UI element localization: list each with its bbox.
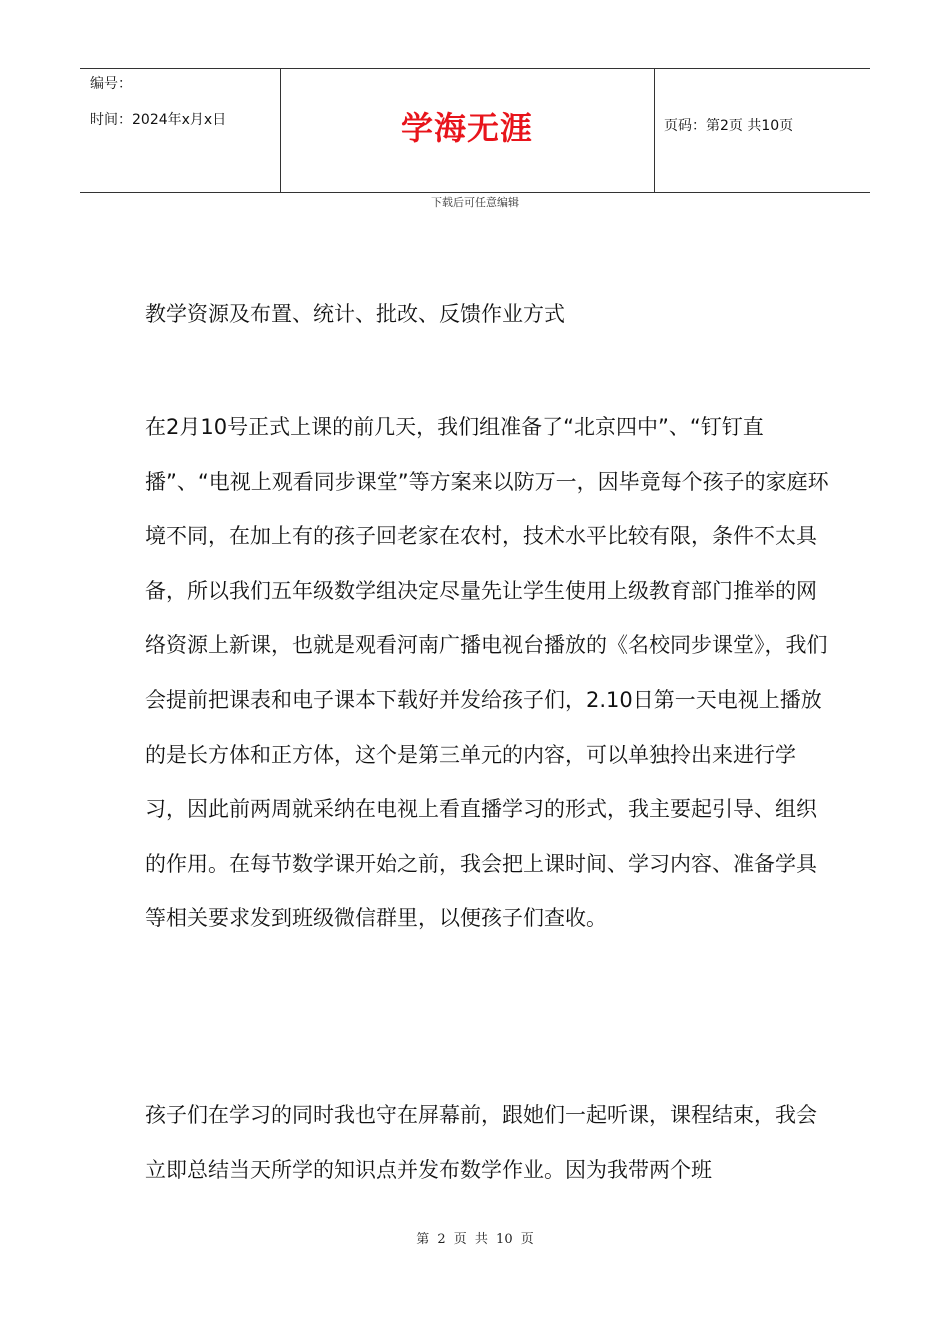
document-title: 教学资源及布置、统计、批改、反馈作业方式 <box>145 302 565 326</box>
page-footer: 第 2 页 共 10 页 <box>416 1232 534 1247</box>
brand-title: 学海无涯 <box>400 109 533 147</box>
paragraph: 在2月10号正式上课的前几天，我们组准备了“北京四中”、“钉钉直播”、“电视上观看同步课堂”等方案来以防万一，因毕竟每个孩子的家庭环境不同，在加上有的孩子回老家在农村，技术水平比较有限，条件不太具备，所以我们五年级数学组决定尽量先让学生使用上级教育部门推举的网络资源上新课，也就是观看河南广播电视台播放的《名校同步课堂》，我们会提前把课表和电子课本下载好并发给孩子们，2.10日第一天电视上播放的是长方体和正方体，这个是第三单元的内容，可以单独拎出来进行学习，因此前两周就采纳在电视上看直播学习的形式，我主要起引导、组织的作用。在每节数学课开始之前，我会把上课时间、学习内容、准备学具等相关要求发到班级微信群里，以便孩子们查收。 <box>145 415 829 931</box>
time-label: 时间：2024年x月x日 <box>90 112 227 128</box>
editable-note: 下载后可任意编辑 <box>431 196 519 209</box>
header-table <box>80 68 870 193</box>
serial-number-label: 编号： <box>90 76 132 92</box>
paragraph: 孩子们在学习的同时我也守在屏幕前，跟她们一起听课，课程结束，我会立即总结当天所学的知识点并发布数学作业。因为我带两个班 <box>145 1103 817 1182</box>
page-info: 页码：第2页 共10页 <box>664 118 794 134</box>
header-divider <box>654 69 655 192</box>
